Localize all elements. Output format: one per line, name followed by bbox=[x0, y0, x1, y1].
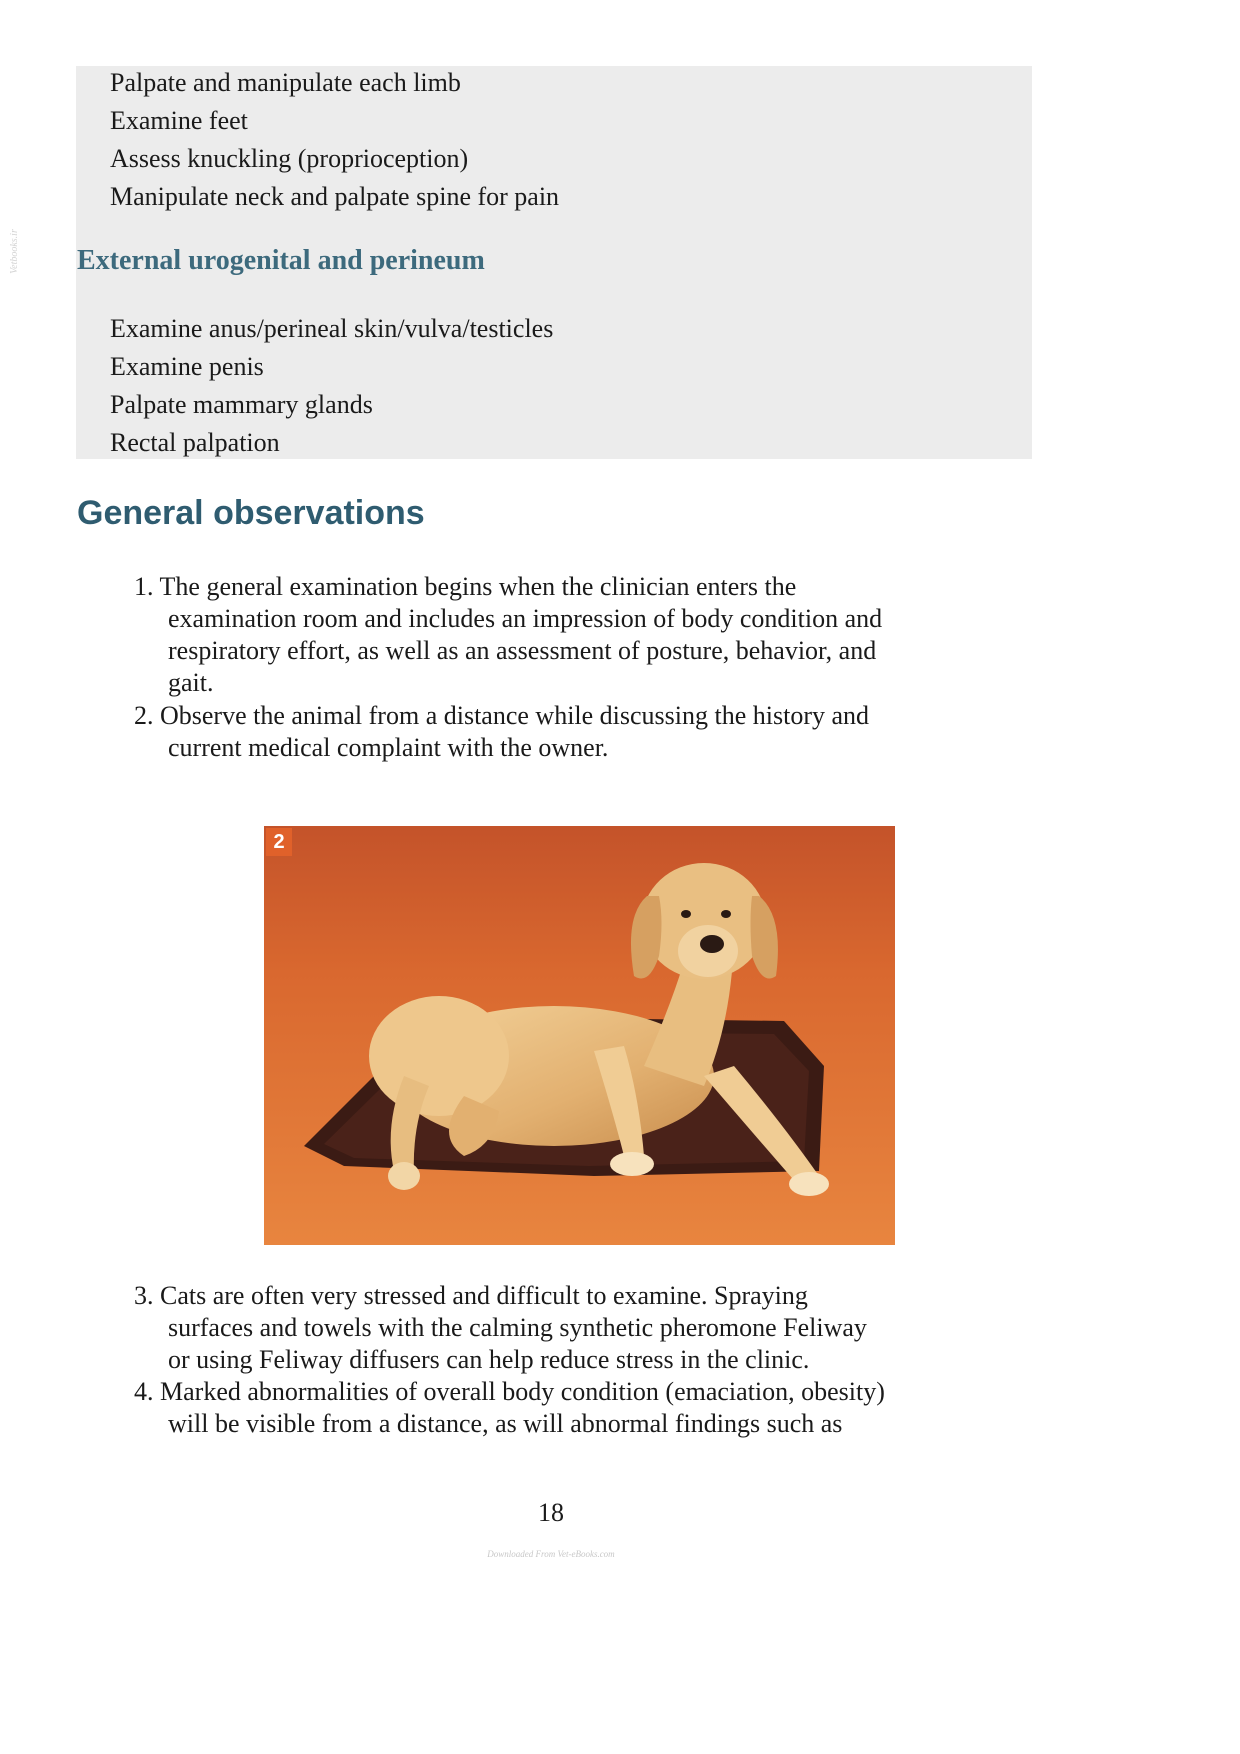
paragraph-line: or using Feliway diffusers can help reduce stress in the clinic. bbox=[168, 1345, 810, 1374]
numbered-paragraph bbox=[134, 1376, 1034, 1440]
checklist-item: Palpate and manipulate each limb bbox=[110, 68, 461, 97]
urogenital-heading: External urogenital and perineum bbox=[77, 245, 485, 276]
figure-number-badge: 2 bbox=[266, 828, 292, 856]
dog-illustration bbox=[264, 826, 895, 1245]
paragraph-line: examination room and includes an impression of body condition and bbox=[168, 604, 883, 633]
section-title: General observations bbox=[77, 494, 425, 532]
checklist-item: Assess knuckling (proprioception) bbox=[110, 144, 469, 173]
paragraph-line: 4. Marked abnormalities of overall body condition (emaciation, obesity) bbox=[134, 1377, 885, 1406]
paragraph-line: respiratory effort, as well as an assessment of posture, behavior, and bbox=[168, 636, 877, 665]
urogenital-item: Examine anus/perineal skin/vulva/testicles bbox=[110, 314, 554, 343]
paragraph-line: 1. The general examination begins when the clinician enters the bbox=[134, 572, 797, 601]
numbered-paragraph bbox=[134, 571, 1034, 699]
paragraph-line: will be visible from a distance, as will abnormal findings such as bbox=[168, 1409, 843, 1438]
checklist-item: Examine feet bbox=[110, 106, 248, 135]
urogenital-item: Palpate mammary glands bbox=[110, 390, 373, 419]
numbered-paragraph bbox=[134, 700, 1034, 764]
page-number: 18 bbox=[538, 1498, 564, 1527]
paragraph-line: gait. bbox=[168, 668, 214, 697]
side-watermark: Vetbooks.ir bbox=[8, 229, 20, 274]
footer-watermark: Downloaded From Vet-eBooks.com bbox=[487, 1549, 615, 1559]
paragraph-line: 3. Cats are often very stressed and difficult to examine. Spraying bbox=[134, 1281, 808, 1310]
checklist-item: Manipulate neck and palpate spine for pain bbox=[110, 182, 560, 211]
urogenital-item: Rectal palpation bbox=[110, 428, 280, 457]
dog-on-mat-photo bbox=[264, 826, 895, 1245]
paragraph-line: current medical complaint with the owner. bbox=[168, 733, 609, 762]
paragraph-line: 2. Observe the animal from a distance while discussing the history and bbox=[134, 701, 870, 730]
numbered-paragraph bbox=[134, 1280, 1034, 1376]
urogenital-item: Examine penis bbox=[110, 352, 264, 381]
paragraph-line: surfaces and towels with the calming synthetic pheromone Feliway bbox=[168, 1313, 867, 1342]
